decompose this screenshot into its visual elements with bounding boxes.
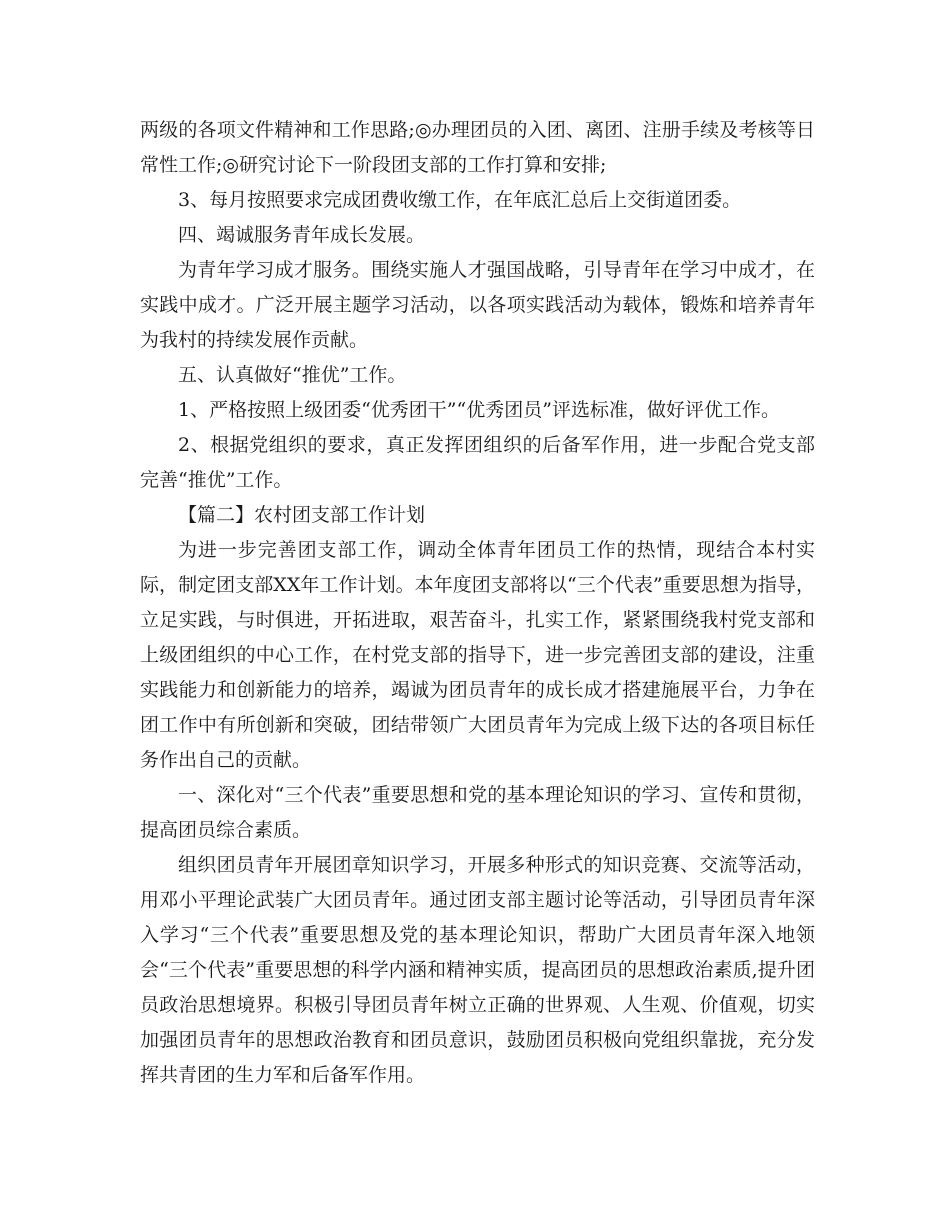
paragraph-study: 组织团员青年开展团章知识学习，开展多种形式的知识竞赛、交流等活动，用邓小平理论武装广大团员青年。通过团支部主题讨论等活动，引导团员青年深入学习“三个代表”重要思想及党的基本理论知识，帮助广大团员青年深入地领会“三个代表”重要思想的科学内涵和精神实质，提高团员的思想政治素质,提升团员政治思想境界。积极引导团员青年树立正确的世界观、人生观、价值观，切实加强团员青年的思想政治教育和团员意识，鼓励团员积极向党组织靠拢，充分发挥共青团的生力军和后备军作用。 [140,854,815,1086]
document-body [140,113,815,1093]
chapter-heading-part-two: 【篇二】农村团支部工作计划 [178,504,426,526]
section-heading-1: 一、深化对“三个代表”重要思想和党的基本理论知识的学习、宣传和贯彻，提高团员综合素质。 [140,784,815,841]
paragraph-item-3: 3、每月按照要求完成团费收缴工作，在年底汇总后上交街道团委。 [178,189,742,211]
paragraph-youth-service: 为青年学习成才服务。围绕实施人才强国战略，引导青年在学习中成才，在实践中成才。广泛开展主题学习活动，以各项实践活动为载体，锻炼和培养青年为我村的持续发展作贡献。 [140,259,815,351]
paragraph-item-2: 2、根据党组织的要求，真正发挥团组织的后备军作用，进一步配合党支部完善“推优”工作。 [140,434,815,491]
paragraph-intro: 为进一步完善团支部工作，调动全体青年团员工作的热情，现结合本村实际，制定团支部XX年工作计划。本年度团支部将以“三个代表”重要思想为指导，立足实践，与时俱进，开拓进取，艰苦奋斗，扎实工作，紧紧围绕我村党支部和上级团组织的中心工作，在村党支部的指导下，进一步完善团支部的建设，注重实践能力和创新能力的培养，竭诚为团员青年的成长成才搭建施展平台，力争在团工作中有所创新和突破，团结带领广大团员青年为完成上级下达的各项目标任务作出自己的贡献。 [140,539,815,771]
section-heading-5: 五、认真做好“推优”工作。 [178,364,407,386]
section-heading-4: 四、竭诚服务青年成长发展。 [178,224,426,246]
paragraph-item-1: 1、严格按照上级团委“优秀团干”“优秀团员”评选标准，做好评优工作。 [178,399,780,421]
paragraph-continuation: 两级的各项文件精神和工作思路;◎办理团员的入团、离团、注册手续及考核等日常性工作;◎研究讨论下一阶段团支部的工作打算和安排; [140,119,815,176]
